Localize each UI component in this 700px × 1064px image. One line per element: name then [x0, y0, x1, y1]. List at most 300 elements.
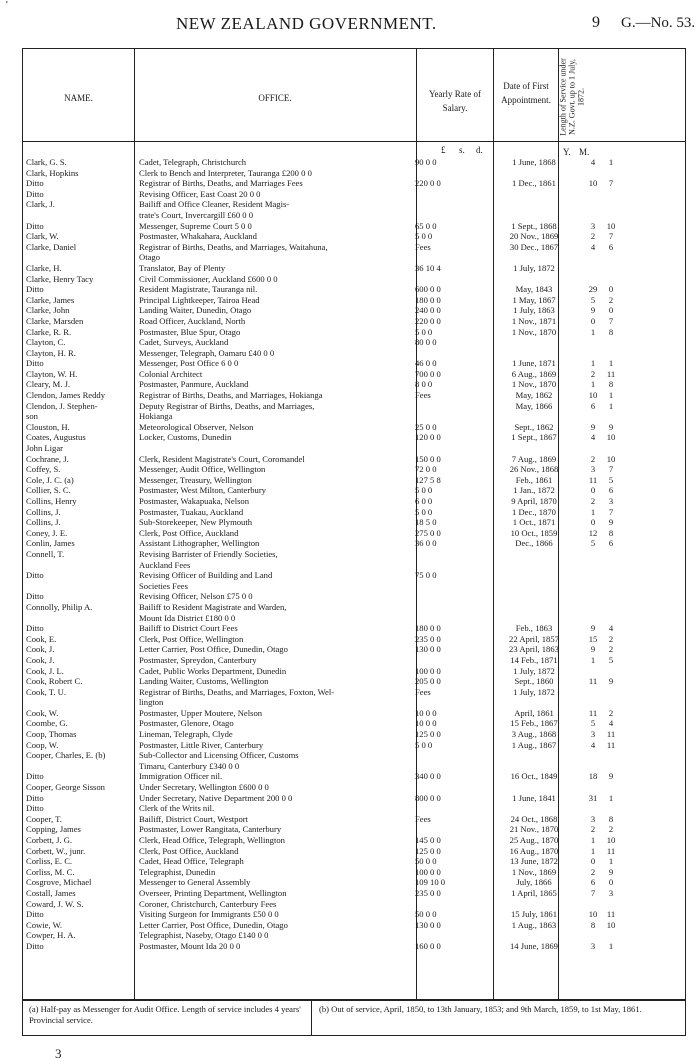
table-row	[23, 358, 687, 369]
unit-years: Y.	[563, 147, 571, 157]
cell-name: Corbett, W., junr.	[26, 845, 86, 856]
table-row	[23, 560, 687, 571]
cell-months: 10	[606, 220, 616, 231]
cell-office: Postmaster, Glenore, Otago	[139, 718, 234, 729]
cell-office: Revising Officer, East Coast 20 0 0	[139, 188, 261, 199]
cell-years: 29	[588, 284, 598, 295]
cell-salary: 25 0 0	[415, 421, 437, 432]
cell-name: Costall, James	[26, 887, 76, 898]
cell-years: 0	[590, 315, 596, 326]
cell-office: Lineman, Telegraph, Clyde	[139, 729, 233, 740]
cell-name: Cook, J.	[26, 654, 55, 665]
cell-months: 1	[608, 157, 614, 167]
cell-office: Clerk, Post Office, Auckland	[139, 845, 239, 856]
cell-name: Cleary, M. J.	[26, 379, 71, 390]
cell-name: Cook, W.	[26, 707, 59, 718]
cell-office: Otago	[139, 252, 161, 263]
cell-name: Corliss, M. C.	[26, 866, 75, 877]
table-row	[23, 644, 687, 655]
col-header-service: Length of Service under N.Z. Govt. up to 1 July, 1872.	[558, 58, 586, 136]
cell-office: Landing Waiter, Dunedin, Otago	[139, 305, 252, 316]
cell-name: Ditto	[26, 178, 44, 189]
cell-office: Clerk of the Writs nil.	[139, 803, 215, 814]
table-row	[23, 157, 687, 168]
cell-date: 1 June, 1841	[512, 792, 556, 803]
cell-name: Coates, Augustus	[26, 432, 86, 443]
table-row	[23, 528, 687, 539]
cell-months: 6	[608, 485, 614, 496]
cell-office: Bailiff and Office Cleaner, Resident Magis-	[139, 199, 290, 210]
cell-months: 1	[608, 390, 614, 401]
cell-years: 11	[588, 707, 598, 718]
cell-office: Mount Ida District £180 0 0	[139, 612, 236, 623]
table-row	[23, 316, 687, 327]
cell-months: 7	[608, 506, 614, 517]
col-header-salary: Yearly Rate of Salary.	[428, 89, 482, 113]
cell-office: Societies Fees	[139, 580, 188, 591]
cell-office: Auckland Fees	[139, 559, 191, 570]
cell-date: 1 June, 1871	[512, 358, 556, 369]
cell-office: Registrar of Births, Deaths, and Marriages, Waitahuna,	[139, 241, 328, 252]
cell-salary: 75 0 0	[415, 570, 437, 581]
cell-office: Registrar of Births, Deaths, and Marriages, Hokianga	[139, 390, 323, 401]
cell-date: 9 April, 1870	[511, 496, 557, 506]
cell-office: Clerk, Head Office, Telegraph, Wellington	[139, 835, 285, 845]
table-row	[23, 761, 687, 772]
cell-years: 0	[590, 517, 596, 528]
cell-name: Clarke, John	[26, 305, 70, 316]
cell-date: May, 1862	[515, 390, 553, 401]
table-row	[23, 602, 687, 613]
table-row	[23, 846, 687, 857]
table-row	[23, 189, 687, 200]
cell-office: Postmaster, Spreydon, Canterbury	[139, 654, 257, 665]
cell-months: 0	[608, 877, 614, 888]
cell-name: Collins, J.	[26, 506, 61, 517]
cell-office: Postmaster, Little River, Canterbury	[139, 739, 264, 750]
cell-name: Cook, J. L.	[26, 665, 64, 676]
cell-months: 2	[608, 633, 614, 644]
cell-salary: 36 0 0	[415, 538, 437, 549]
cell-office: Postmaster, Wakapuaka, Nelson	[139, 496, 250, 506]
cell-salary: 100 0 0	[415, 665, 441, 676]
table-row	[23, 824, 687, 835]
cell-date: May, 1866	[515, 400, 553, 411]
table-row	[23, 687, 687, 698]
cell-years: 3	[590, 729, 596, 740]
table-row	[23, 284, 687, 295]
table-row	[23, 708, 687, 719]
cell-years: 1	[590, 506, 596, 517]
cell-office: Revising Officer, Nelson £75 0 0	[139, 591, 253, 602]
cell-date: 13 June, 1872	[510, 856, 558, 867]
cell-date: July, 1866	[516, 877, 552, 888]
cell-salary: 340 0 0	[415, 771, 441, 782]
table-row	[23, 729, 687, 740]
cell-office: Civil Commissioner, Auckland £600 0 0	[139, 273, 278, 284]
cell-name: Clark, Hopkins	[26, 167, 79, 178]
table-row	[23, 793, 687, 804]
bottom-page-number: 3	[55, 1046, 62, 1061]
cell-name: Connolly, Philip A.	[26, 601, 93, 612]
col-header-office: OFFICE.	[258, 93, 292, 103]
cell-date: 10 Oct., 1859	[510, 527, 558, 538]
cell-name: Collier, S. C.	[26, 485, 71, 496]
cell-name: Cook, Robert C.	[26, 676, 83, 687]
cell-salary: 180 0 0	[415, 623, 441, 634]
cell-salary: Fees	[415, 390, 431, 401]
table-row	[23, 517, 687, 528]
cell-date: 1 April, 1865	[511, 887, 557, 898]
cell-date: April, 1861	[514, 707, 554, 718]
cell-years: 9	[590, 421, 596, 432]
cell-salary: 275 0 0	[415, 527, 441, 538]
table-row	[23, 199, 687, 210]
cell-name: Coop, Thomas	[26, 729, 77, 740]
cell-name: Clendon, J. Stephen-	[26, 400, 98, 411]
cell-office: Sub-Collector and Licensing Officer, Customs	[139, 750, 299, 761]
cell-office: Clerk to Bench and Interpreter, Tauranga £200 0 0	[139, 167, 312, 178]
cell-months: 11	[606, 909, 616, 920]
cell-years: 3	[590, 940, 596, 951]
cell-months: 6	[608, 241, 614, 252]
cell-name: Clayton, C.	[26, 337, 66, 348]
cell-salary: 90 0 0	[415, 157, 437, 167]
cell-office: Landing Waiter, Customs, Wellington	[139, 676, 269, 687]
cell-months: 9	[608, 866, 614, 877]
table-row	[23, 274, 687, 285]
cell-office: Coroner, Christchurch, Canterbury Fees	[139, 898, 277, 909]
cell-office: Overseer, Printing Department, Wellington	[139, 887, 287, 898]
footnote-b: (b) Out of service, April, 1850, to 13th January, 1853; and 9th March, 1859, to 1st May, 1861.	[319, 1004, 642, 1014]
cell-salary: 235 0 0	[415, 887, 441, 898]
cell-name: Clarke, R. R.	[26, 326, 72, 337]
cell-date: 7 Aug., 1869	[511, 453, 557, 464]
cell-date: 1 Oct., 1871	[512, 517, 556, 528]
footnote-box	[22, 1000, 686, 1036]
table-row	[23, 899, 687, 910]
cell-months: 2	[608, 824, 614, 835]
cell-date: 22 April, 1857	[509, 633, 559, 644]
cell-years: 0	[590, 856, 596, 867]
cell-date: 1 Dec., 1870	[512, 506, 556, 517]
cell-years: 1	[590, 326, 596, 337]
cell-name: Ditto	[26, 188, 44, 199]
footnote-a: (a) Half-pay as Messenger for Audit Office. Length of service includes 4 years' Provincial service.	[29, 1004, 301, 1025]
cell-years: 2	[590, 866, 596, 877]
table-row	[23, 221, 687, 232]
cell-office: Under Secretary, Native Department 200 0 0	[139, 792, 293, 803]
cell-salary: 125 0 0	[415, 845, 441, 856]
cell-months: 7	[608, 315, 614, 326]
cell-salary: 235 0 0	[415, 633, 441, 644]
table-row	[23, 379, 687, 390]
cell-salary: 109 10 0	[415, 877, 446, 888]
footnote-divider	[311, 1001, 312, 1035]
cell-years: 4	[590, 432, 596, 443]
cell-date: 1 Sept., 1867	[511, 432, 557, 443]
cell-salary: 50 0 0	[415, 856, 437, 867]
cell-office: Messenger, Supreme Court 5 0 0	[139, 220, 252, 231]
cell-salary: 50 0 0	[415, 909, 437, 920]
cell-name: Corbett, J. G.	[26, 835, 73, 845]
table-row	[23, 549, 687, 560]
cell-date: Feb., 1861	[515, 474, 553, 485]
cell-office: Clerk, Resident Magistrate's Court, Coromandel	[139, 453, 305, 464]
cell-office: Principal Lightkeeper, Tairoa Head	[139, 294, 260, 305]
cell-office: Messenger, Post Office 6 0 0	[139, 358, 239, 369]
cell-name: Ditto	[26, 220, 44, 231]
table-row	[23, 676, 687, 687]
cell-date: 15 July, 1861	[511, 909, 557, 920]
cell-office: Postmaster, Mount Ida 20 0 0	[139, 940, 241, 951]
cell-months: 10	[606, 835, 616, 845]
cell-office: Cadet, Head Office, Telegraph	[139, 856, 244, 867]
table-row	[23, 613, 687, 624]
cell-office: Revising Officer of Building and Land	[139, 570, 273, 581]
cell-office: Messenger to General Assembly	[139, 877, 251, 888]
cell-date: 1 July, 1863	[513, 305, 555, 316]
cell-name: Cochrane, J.	[26, 453, 69, 464]
cell-office: Hokianga	[139, 411, 173, 422]
cell-date: 26 Nov., 1868	[509, 464, 559, 475]
cell-name: Ditto	[26, 803, 44, 814]
cell-salary: Fees	[415, 241, 431, 252]
cell-name: Coward, J. W. S.	[26, 898, 84, 909]
cell-years: 8	[590, 919, 596, 930]
cell-months: 2	[608, 707, 614, 718]
table-row	[23, 909, 687, 920]
cell-months: 6	[608, 538, 614, 549]
table-row	[23, 263, 687, 274]
cell-office: Road Officer, Auckland, North	[139, 315, 246, 326]
table-row	[23, 750, 687, 761]
cell-salary: 240 0 0	[415, 305, 441, 316]
cell-name: Connell, T.	[26, 548, 65, 559]
table-row	[23, 464, 687, 475]
cell-months: 8	[608, 379, 614, 390]
table-row	[23, 496, 687, 507]
cell-months: 1	[608, 940, 614, 951]
cell-salary: 5 0 0	[415, 326, 433, 337]
cell-date: 1 Jan., 1872	[513, 485, 555, 496]
cell-name: Ditto	[26, 771, 44, 782]
cell-office: Assistant Lithographer, Wellington	[139, 538, 260, 549]
cell-office: Postmaster, Tuakau, Auckland	[139, 506, 244, 517]
cell-years: 9	[590, 623, 596, 634]
cell-name: Cooper, George Sisson	[26, 782, 105, 793]
cell-name: Ditto	[26, 623, 44, 634]
cell-months: 3	[608, 496, 614, 506]
cell-office: Messenger, Telegraph, Oamaru £40 0 0	[139, 347, 275, 358]
cell-office: Letter Carrier, Post Office, Dunedin, Otago	[139, 644, 288, 655]
table-row	[23, 305, 687, 316]
cell-office: Messenger, Audit Office, Wellington	[139, 464, 266, 475]
cell-office: Clerk, Post Office, Auckland	[139, 527, 239, 538]
cell-office: Telegraphist, Naseby, Otago £140 0 0	[139, 930, 269, 941]
cell-years: 6	[590, 400, 596, 411]
cell-date: 14 Feb., 1871	[510, 654, 558, 665]
table-row	[23, 941, 687, 952]
cell-salary: 127 5 8	[415, 474, 441, 485]
cell-salary: 5 0 0	[415, 739, 433, 750]
cell-name: Collins, Henry	[26, 496, 77, 506]
cell-months: 8	[608, 326, 614, 337]
unit-shillings: s.	[459, 145, 465, 155]
table-row	[23, 168, 687, 179]
document-reference: G.—No. 53.	[621, 15, 696, 31]
cell-name: Coop, W.	[26, 739, 59, 750]
cell-salary: 5 0 0	[415, 506, 433, 517]
cell-date: 21 Nov., 1870	[509, 824, 559, 835]
cell-name: Conlin, James	[26, 538, 75, 549]
cell-years: 11	[588, 474, 598, 485]
cell-months: 1	[608, 856, 614, 867]
cell-date: 1 July, 1872	[513, 665, 555, 676]
cell-date: 1 Nov., 1870	[511, 326, 557, 337]
cell-years: 3	[590, 813, 596, 824]
table-row	[23, 803, 687, 814]
table-row	[23, 348, 687, 359]
cell-years: 5	[590, 718, 596, 729]
cell-salary: 46 0 0	[415, 358, 437, 369]
cell-name: Ditto	[26, 358, 44, 369]
cell-name: Cole, J. C. (a)	[26, 474, 74, 485]
table-row	[23, 475, 687, 486]
cell-years: 5	[590, 294, 596, 305]
cell-years: 2	[590, 231, 596, 242]
cell-salary: 65 0 0	[415, 220, 437, 231]
table-row	[23, 327, 687, 338]
cell-name: Ditto	[26, 570, 44, 581]
cell-office: Postmaster, Upper Moutere, Nelson	[139, 707, 263, 718]
cell-salary: 150 0 0	[415, 453, 441, 464]
cell-salary: 10 0 0	[415, 718, 437, 729]
cell-office: Cadet, Telegraph, Christchurch	[139, 157, 247, 167]
cell-years: 9	[590, 644, 596, 655]
table-row	[23, 920, 687, 931]
page-number: 9	[592, 14, 600, 31]
cell-name: Clarke, Marsden	[26, 315, 84, 326]
table-row	[23, 401, 687, 412]
cell-name: Ditto	[26, 909, 44, 920]
cell-salary: Fees	[415, 686, 431, 697]
cell-name: Clark, W.	[26, 231, 59, 242]
cell-salary: 100 0 0	[415, 866, 441, 877]
table-row	[23, 231, 687, 242]
cell-salary: 700 0 0	[415, 368, 441, 379]
table-row	[23, 443, 687, 454]
cell-office: Bailiff, District Court, Westport	[139, 813, 249, 824]
cell-name: Cowie, W.	[26, 919, 63, 930]
cell-date: Sept., 1862	[514, 421, 554, 432]
table-frame	[22, 48, 686, 1000]
cell-years: 3	[590, 220, 596, 231]
cell-salary: 36 10 4	[415, 262, 441, 273]
cell-salary: 120 0 0	[415, 432, 441, 443]
cell-months: 2	[608, 644, 614, 655]
cell-salary: 72 0 0	[415, 464, 437, 475]
cell-salary: 220 0 0	[415, 315, 441, 326]
table-row	[23, 422, 687, 433]
cell-date: 1 May, 1867	[512, 294, 556, 305]
cell-name: Ditto	[26, 591, 44, 602]
cell-date: Feb., 1863	[515, 623, 553, 634]
table-row	[23, 581, 687, 592]
cell-salary: 8 0 0	[415, 379, 433, 390]
cell-months: 1	[608, 400, 614, 411]
cell-years: 2	[590, 824, 596, 835]
cell-salary: 5 0 0	[415, 231, 433, 242]
col-header-date: Date of First Appointment.	[501, 81, 551, 105]
cell-office: Visiting Surgeon for Immigrants £50 0 0	[139, 909, 279, 920]
cell-years: 1	[590, 358, 596, 369]
cell-name: Corliss, E. C.	[26, 856, 73, 867]
table-row	[23, 369, 687, 380]
table-body	[23, 157, 687, 952]
cell-name: Clarke, Daniel	[26, 241, 77, 252]
cell-office: Cadet, Surveys, Auckland	[139, 337, 229, 348]
cell-years: 31	[588, 792, 598, 803]
cell-date: 1 Aug., 1867	[511, 739, 557, 750]
header-rule	[23, 141, 685, 142]
cell-name: Clouston, H.	[26, 421, 70, 432]
table-row	[23, 507, 687, 518]
cell-date: 20 Nov., 1869	[509, 231, 559, 242]
cell-office: Immigration Officer nil.	[139, 771, 223, 782]
cell-years: 1	[590, 835, 596, 845]
cell-name: Ditto	[26, 284, 44, 295]
cell-months: 4	[608, 718, 614, 729]
cell-date: 1 July, 1872	[513, 262, 555, 273]
cell-months: 9	[608, 421, 614, 432]
cell-date: 24 Oct., 1868	[510, 813, 558, 824]
cell-months: 9	[608, 676, 614, 687]
cell-office: Deputy Registrar of Births, Deaths, and Marriages,	[139, 400, 315, 411]
cell-salary: 180 0 0	[415, 294, 441, 305]
table-row	[23, 337, 687, 348]
cell-name: Coombe, G.	[26, 718, 68, 729]
cell-months: 5	[608, 474, 614, 485]
cell-office: Clerk, Post Office, Wellington	[139, 633, 244, 644]
table-row	[23, 242, 687, 253]
cell-office: Bailiff to District Court Fees	[139, 623, 238, 634]
cell-date: 14 June, 1869	[510, 940, 558, 951]
table-row	[23, 877, 687, 888]
unit-pounds: £	[441, 145, 446, 155]
cell-years: 15	[588, 633, 598, 644]
cell-name: Cook, T. U.	[26, 686, 67, 697]
cell-salary: 160 0 0	[415, 940, 441, 951]
cell-salary: 800 0 0	[415, 792, 441, 803]
cell-date: 1 Dec., 1861	[512, 178, 556, 189]
cell-date: 25 Aug., 1870	[509, 835, 559, 845]
cell-years: 4	[590, 241, 596, 252]
cell-name: Clarke, H.	[26, 262, 62, 273]
cell-years: 3	[590, 464, 596, 475]
cell-years: 7	[590, 887, 596, 898]
cell-name: Copping, James	[26, 824, 81, 835]
table-row	[23, 930, 687, 941]
cell-office: Colonial Architect	[139, 368, 203, 379]
cell-months: 0	[608, 305, 614, 316]
cell-office: Postmaster, Lower Rangitata, Canterbury	[139, 824, 282, 835]
cell-name: Cosgrove, Michael	[26, 877, 92, 888]
cell-months: 10	[606, 432, 616, 443]
cell-years: 2	[590, 368, 596, 379]
table-row	[23, 591, 687, 602]
cell-office: Under Secretary, Wellington £600 0 0	[139, 782, 269, 793]
